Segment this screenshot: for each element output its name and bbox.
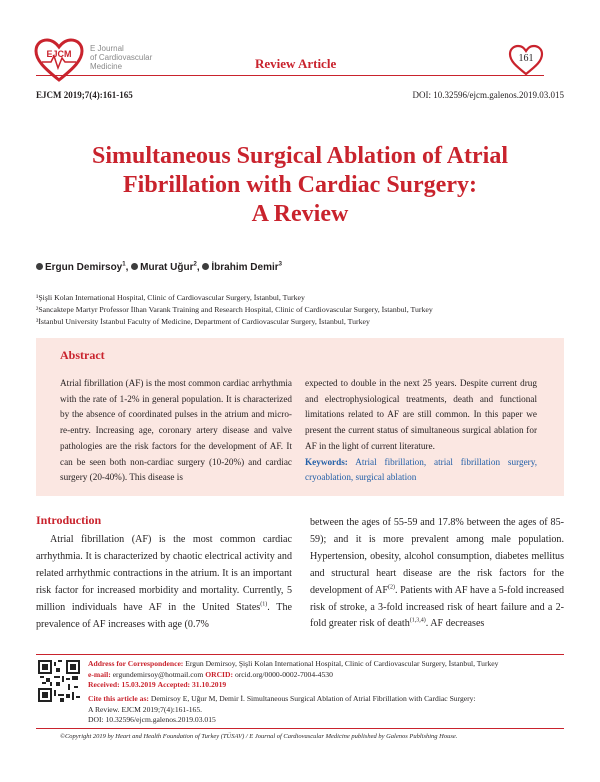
author[interactable] [131, 262, 202, 273]
cite-doi[interactable]: DOI: 10.32596/ejcm.galenos.2019.03.015 [88, 715, 216, 724]
cite-label: Cite this article as: [88, 694, 149, 703]
abstract-text: expected to double in the next 25 years. Despite current drug and electrophysiological treatments, death and functional limitations related to AF are still common. In this paper we present the current status of simultaneous surgical ablation for AF in the light of current literature. [305, 378, 537, 451]
abstract-text-right [305, 376, 537, 486]
author[interactable] [202, 262, 282, 273]
logo-text-line: of Cardiovascular [90, 53, 153, 62]
logo-text-line: Medicine [90, 62, 123, 71]
reference-link[interactable]: (1) [260, 601, 268, 608]
author-name: İbrahim Demir [211, 262, 279, 273]
footer-divider [36, 654, 564, 655]
author[interactable] [36, 262, 131, 273]
contact [88, 670, 333, 681]
footer-divider [36, 728, 564, 729]
orcid-icon[interactable] [36, 263, 43, 270]
email-label: e-mail: [88, 669, 111, 679]
cite-text: Demirsoy E, Uğur M, Demir İ. Simultaneous Surgical Ablation of Atrial Fibrillation with Cardiac Surgery: [150, 694, 476, 703]
logo-acronym: EJCM [46, 49, 72, 59]
email-link[interactable]: ergundemirsoy@hotmail.com [112, 669, 204, 679]
keywords: Atrial fibrillation, atrial fibrillation surgery, cryoablation, surgical ablation [305, 456, 537, 483]
title-line: Fibrillation with Cardiac Surgery: [123, 172, 477, 198]
dates [88, 680, 226, 691]
author-name: Ergun Demirsoy [45, 262, 123, 273]
body-text: . Patients with AF have a 5-fold increased risk of stroke, a 3-fold increased risk of heart failure and a 2-fold greater risk of death [310, 584, 565, 630]
author-list [36, 262, 282, 273]
intro-text-right [310, 515, 564, 633]
doi: DOI: 10.32596/ejcm.galenos.2019.03.015 [412, 90, 564, 100]
article-title [30, 142, 570, 229]
header-divider [36, 75, 544, 76]
affiliation: ¹Şişli Kolan International Hospital, Clinic of Cardiovascular Surgery, İstanbul, Turkey [36, 293, 305, 302]
correspondence-label: Address for Correspondence: [88, 659, 184, 668]
title-line: A Review [251, 201, 349, 227]
copyright: ©Copyright 2019 by Heart and Health Foundation of Turkey (TÜSAV) / E Journal of Cardiovascular Medicine published by Galenos Publishing House. [60, 733, 458, 740]
logo-text [90, 44, 152, 71]
title-line: Simultaneous Surgical Ablation of Atrial [91, 143, 509, 169]
orcid-icon[interactable] [202, 263, 209, 270]
received-label: Received: [88, 680, 120, 689]
author-affiliation-mark: 1 [122, 261, 126, 268]
section-label: Review Article [255, 56, 337, 71]
intro-text-left [36, 532, 292, 633]
affiliation: ²Sancaktepe Martyr Professor İlhan Varank Training and Research Hospital, Clinic of Cardiovascular Surgery, İstanbul, Turkey [36, 305, 433, 314]
affiliation: ³İstanbul University İstanbul Faculty of Medicine, Department of Cardiovascular Surgery, İstanbul, Turkey [36, 317, 370, 326]
author-affiliation-mark: 3 [278, 261, 282, 268]
affiliations [36, 292, 433, 328]
author-affiliation-mark: 2 [193, 261, 197, 268]
abstract-text-left: Atrial fibrillation (AF) is the most common cardiac arrhythmia with the rate of 1-2% in general population. It is characterized by the absence of coordinated pulses in the atrium and micro-re-entry. Increasing age, coronary artery disease and valve pathologies are the risk factors for the development of AF. It can be seen both non-cardiac surgery (10-20%) and cardiac surgery (20-40%). This disease is [60, 378, 292, 483]
body-text: . The prevalence of AF increases with age (0.7% [36, 601, 292, 630]
abstract-heading: Abstract [60, 348, 105, 362]
keywords-label: Keywords: [305, 456, 348, 467]
cite-text: A Review. EJCM 2019;7(4):161-165. [88, 704, 203, 714]
introduction-heading: Introduction [36, 513, 102, 527]
author-separator: , [196, 262, 203, 273]
cite-as [88, 694, 476, 705]
correspondence-text: Ergun Demirsoy, Şişli Kolan International Hospital, Clinic of Cardiovascular Surgery, İstanbul, Turkey [185, 659, 499, 668]
logo-text-line: E Journal [90, 44, 124, 53]
reference-link[interactable]: (1,3,4) [409, 618, 426, 625]
body-text: . AF decreases [425, 618, 485, 630]
page-number: 161 [518, 53, 534, 64]
page-number-badge [508, 44, 544, 76]
qr-code-icon[interactable] [38, 660, 80, 702]
orcid-icon[interactable] [131, 263, 138, 270]
author-name: Murat Uğur [140, 262, 194, 273]
accepted-label: Accepted: [157, 680, 191, 689]
journal-citation: EJCM 2019;7(4):161-165 [36, 90, 133, 100]
orcid-link[interactable]: orcid.org/0000-0002-7004-4530 [234, 669, 333, 679]
body-text: between the ages of 55-59 and 17.8% between the ages of 85-59); and it is more prevalent among male population. Hypertension, obesity, alcohol consumption, diabetes mellitus and structural heart disease are the risk factors for the development of AF [310, 517, 564, 596]
accepted-date: 31.10.2019 [192, 680, 227, 689]
body-text: Atrial fibrillation (AF) is the most common cardiac arrhythmia. It is characterized by chaotic electrical activity and related arrhythmic contractions in the atrium. It is an important risk factor for increased morbidity and mortality. Currently, 5 million individuals have AF in the United States [36, 534, 292, 613]
author-separator: , [125, 262, 132, 273]
orcid-label: ORCID: [205, 669, 234, 679]
reference-link[interactable]: (2) [388, 584, 396, 591]
journal-logo [34, 38, 164, 84]
correspondence [88, 659, 498, 670]
received-date: 15.03.2019 [121, 680, 156, 689]
